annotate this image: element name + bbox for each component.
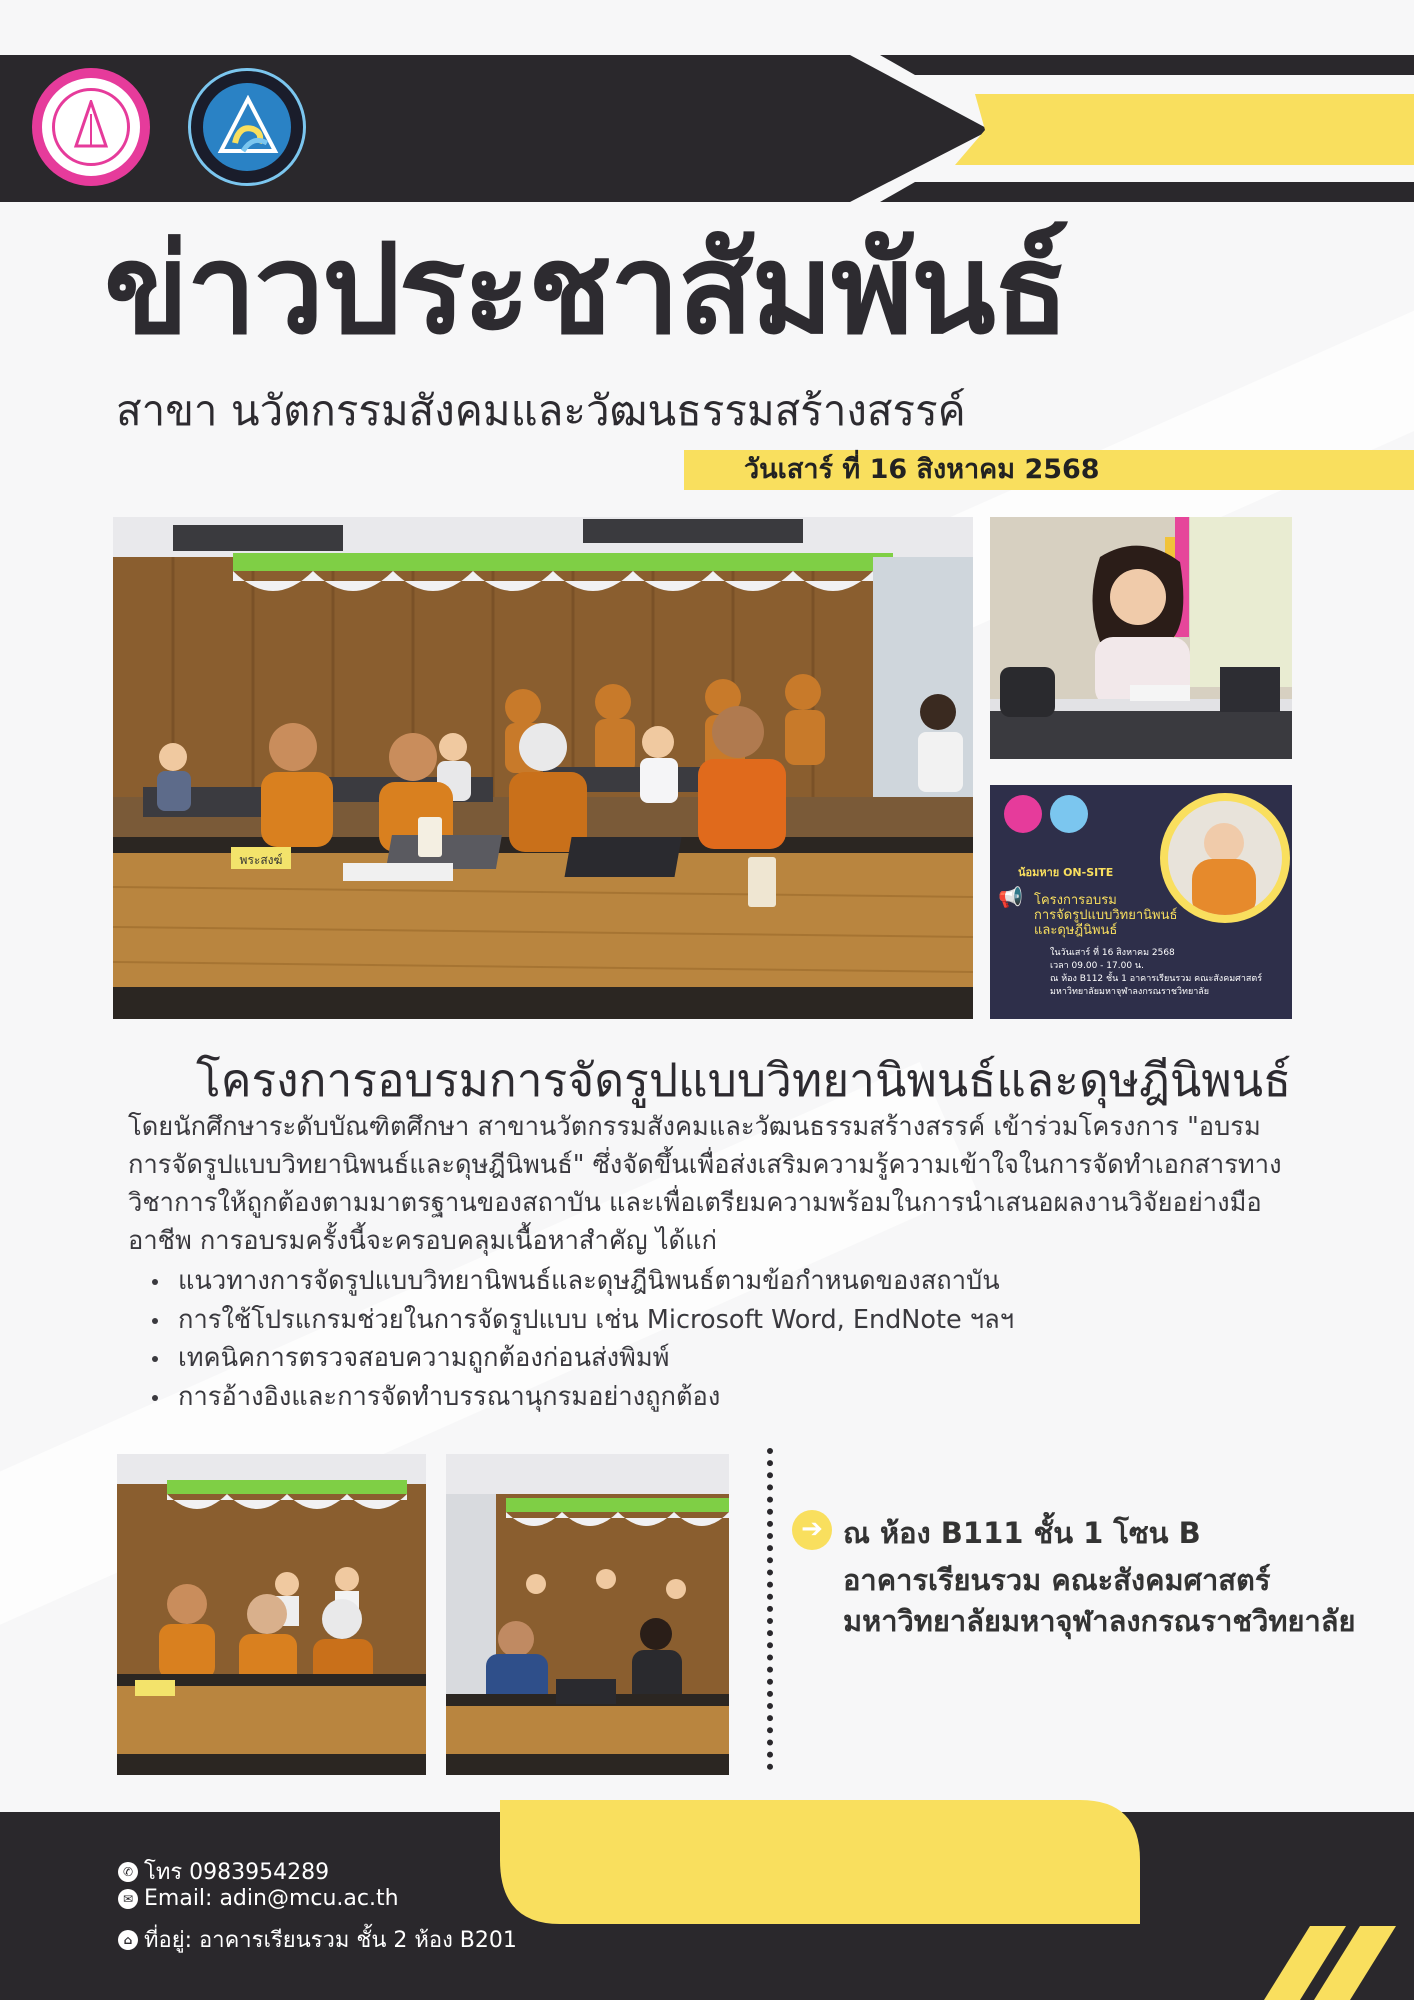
chat-icon: ✉	[118, 1889, 138, 1909]
megaphone-icon: 📢	[998, 885, 1023, 909]
poster-announce: น้อมหาย ON-SITE	[1018, 866, 1114, 879]
program-logo	[188, 68, 306, 186]
poster-logo	[1004, 795, 1042, 833]
contact-phone: ✆ โทร 0983954289	[118, 1854, 329, 1889]
list-item: เทคนิคการตรวจสอบความถูกต้องก่อนส่งพิมพ์	[150, 1339, 1014, 1378]
article-paragraph: โดยนักศึกษาระดับบัณฑิตศึกษา สาขานวัตกรรมสังคมและวัฒนธรรมสร้างสรรค์ เข้าร่วมโครงการ "อบรมการจัดรูปแบบวิทยานิพนธ์และดุษฎีนิพนธ์" ซึ่งจัดขึ้นเพื่อส่งเสริมความรู้ความเข้าใจในการจัดทำเอกสารทางวิชาการให้ถูกต้องตามมาตรฐานของสถาบัน และเพื่อเตรียมความพร้อมในการนำเสนอผลงานวิจัยอย่างมืออาชีพ การอบรมครั้งนี้จะครอบคลุมเนื้อหาสำคัญ ได้แก่	[128, 1112, 1282, 1256]
location-university: มหาวิทยาลัยมหาจุฬาลงกรณราชวิทยาลัย	[843, 1604, 1356, 1638]
page-title: ข่าวประชาสัมพันธ์	[104, 218, 1068, 362]
contact-email: ✉ Email: adin@mcu.ac.th	[118, 1886, 399, 1911]
list-item: การใช้โปรแกรมช่วยในการจัดรูปแบบ เช่น Microsoft Word, EndNote ฯลฯ	[150, 1301, 1014, 1340]
list-item: การอ้างอิงและการจัดทำบรรณานุกรมอย่างถูกต้อง	[150, 1378, 1014, 1417]
name-plate: พระสงฆ์	[239, 853, 283, 867]
event-date: วันเสาร์ ที่ 16 สิงหาคม 2568	[744, 454, 1100, 485]
page-subtitle: สาขา นวัตกรรมสังคมและวัฒนธรรมสร้างสรรค์	[116, 386, 966, 435]
article-heading: โครงการอบรมการจัดรูปแบบวิทยานิพนธ์และดุษฎีนิพนธ์	[196, 1053, 1292, 1107]
arrow-right-icon: ➔	[792, 1510, 832, 1550]
poster-details: ในวันเสาร์ ที่ 16 สิงหาคม 2568 เวลา 09.00 - 17.00 น. ณ ห้อง B112 ชั้น 1 อาคารเรียนรวม คณะสังคมศาสตร์ มหาวิทยาลัยมหาจุฬาลงกรณราชวิทยาลัย	[1050, 948, 1263, 997]
poster-title: โครงการอบรม การจัดรูปแบบวิทยานิพนธ์ และดุษฎีนิพนธ์	[1034, 893, 1178, 938]
gallery-photo-2	[446, 1454, 729, 1775]
location-building: อาคารเรียนรวม คณะสังคมศาสตร์	[843, 1563, 1271, 1597]
gallery-photo-1	[117, 1454, 426, 1775]
chat-icon: ⌂	[118, 1930, 138, 1950]
dotted-divider	[767, 1448, 773, 1770]
university-seal-logo	[32, 68, 150, 186]
speaker-photo	[990, 517, 1292, 759]
phone-icon: ✆	[118, 1862, 138, 1882]
location-room: ณ ห้อง B111 ชั้น 1 โซน B	[843, 1516, 1201, 1550]
poster-logo	[1050, 795, 1088, 833]
main-event-photo	[113, 517, 973, 1019]
topic-list	[150, 1262, 1014, 1416]
list-item: แนวทางการจัดรูปแบบวิทยานิพนธ์และดุษฎีนิพนธ์ตามข้อกำหนดของสถาบัน	[150, 1262, 1014, 1301]
event-poster	[990, 785, 1292, 1019]
contact-address: ⌂ ที่อยู่: อาคารเรียนรวม ชั้น 2 ห้อง B201	[118, 1922, 517, 1957]
